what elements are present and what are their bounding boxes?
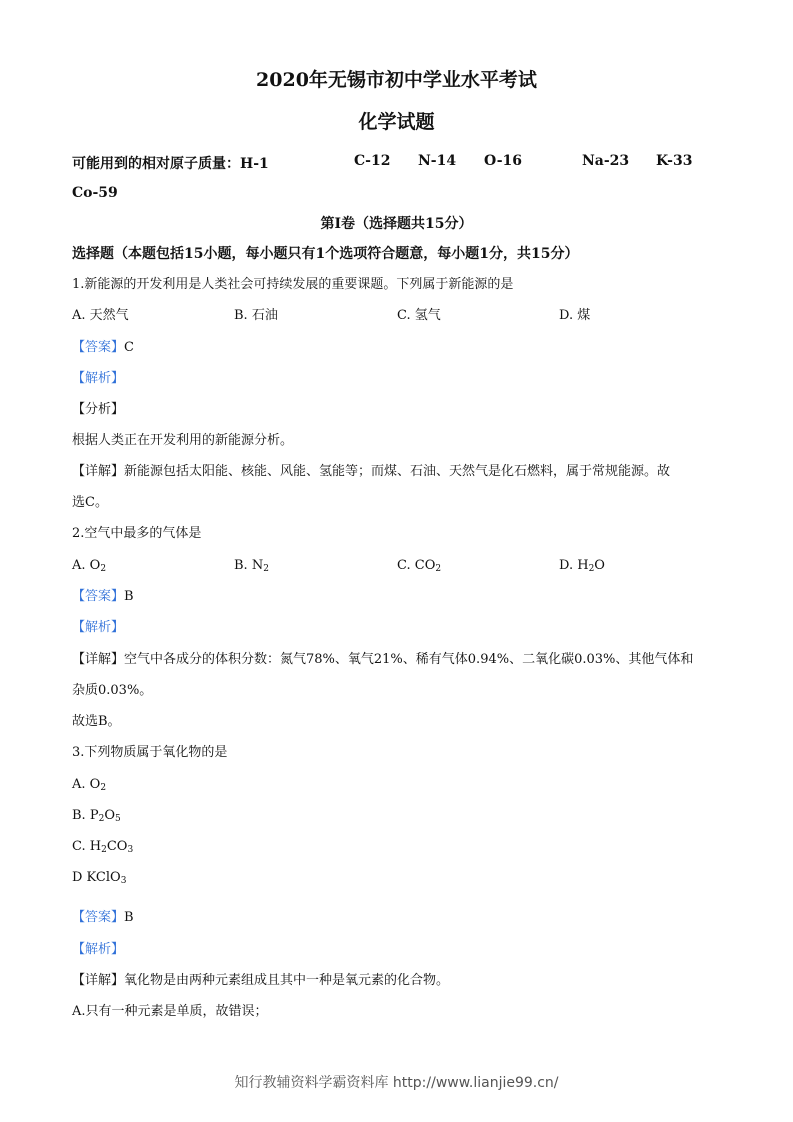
atomic-mass-label: 可能用到的相对原子质量：H-1 <box>72 156 269 172</box>
q2-conclusion: 故选B。 <box>72 714 121 729</box>
q2-answer-value: B <box>124 589 134 604</box>
q3-option-d: D KClO$_3$ <box>72 870 127 886</box>
q3-analysis-tag: 【解析】 <box>72 942 125 957</box>
q1-detail-line2: 选C。 <box>72 495 108 510</box>
atomic-mass-o: O-16 <box>484 153 523 169</box>
q3-option-c: C. $H_2CO_3$ <box>72 839 134 855</box>
q1-option-b: B. 石油 <box>234 308 278 323</box>
section-description: 选择题（本题包括15小题，每小题只有1个选项符合题意，每小题1分，共15分） <box>72 246 579 262</box>
exam-subtitle: 化学试题 <box>358 111 435 133</box>
q2-detail-line2: 杂质0.03%。 <box>72 683 153 698</box>
q3-stem: 3.下列物质属于氧化物的是 <box>72 745 228 760</box>
q1-answer-value: C <box>124 340 134 355</box>
section-title: 第Ⅰ卷（选择题共15分） <box>320 216 473 232</box>
q3-answer-value: B <box>124 910 134 925</box>
q1-option-c: C. 氢气 <box>397 308 441 323</box>
q1-option-d: D. 煤 <box>559 308 591 323</box>
q1-answer <box>72 340 134 356</box>
answer-tag: 【答案】 <box>72 589 125 604</box>
q2-answer <box>72 589 134 605</box>
q3-option-b: B. $P_2O_5$ <box>72 808 121 824</box>
atomic-mass-c: C-12 <box>354 153 391 169</box>
q1-option-a: A. 天然气 <box>72 308 129 323</box>
q1-detail-line1: 【详解】新能源包括太阳能、核能、风能、氢能等；而煤、石油、天然气是化石燃料，属于常规能源。故 <box>72 464 671 479</box>
q1-fenxi-text: 根据人类正在开发利用的新能源分析。 <box>72 433 294 448</box>
atomic-mass-n: N-14 <box>418 153 457 169</box>
atomic-mass-co: Co-59 <box>72 185 118 201</box>
q1-stem: 1.新能源的开发利用是人类社会可持续发展的重要课题。下列属于新能源的是 <box>72 277 514 292</box>
q2-detail-line1: 【详解】空气中各成分的体积分数：氮气78%、氧气21%、稀有气体0.94%、二氧化碳0.03%、其他气体和 <box>72 652 694 667</box>
q2-stem: 2.空气中最多的气体是 <box>72 526 202 541</box>
footer-watermark: 知行教辅资料学霸资料库 http://www.lianjie99.cn/ <box>234 1075 559 1091</box>
q3-detail-line1: 【详解】氧化物是由两种元素组成且其中一种是氧元素的化合物。 <box>72 973 450 988</box>
atomic-mass-na: Na-23 <box>582 153 630 169</box>
q2-option-a: A. $O_2$ <box>72 558 107 574</box>
answer-tag: 【答案】 <box>72 910 125 925</box>
exam-title: 2020年无锡市初中学业水平考试 <box>256 69 537 91</box>
q2-option-d: D. $H_2O$ <box>559 558 605 574</box>
q2-analysis-tag: 【解析】 <box>72 620 125 635</box>
answer-tag: 【答案】 <box>72 340 125 355</box>
q3-option-a: A. $O_2$ <box>72 777 107 793</box>
q2-option-b: B. $N_2$ <box>234 558 269 574</box>
q1-fenxi-tag: 【分析】 <box>72 402 125 417</box>
q3-answer <box>72 910 134 926</box>
q2-option-c: C. $CO_2$ <box>397 558 442 574</box>
q1-analysis-tag: 【解析】 <box>72 371 125 386</box>
q3-detail-line2: A.只有一种元素是单质，故错误； <box>72 1004 268 1019</box>
atomic-mass-k: K-33 <box>656 153 693 169</box>
